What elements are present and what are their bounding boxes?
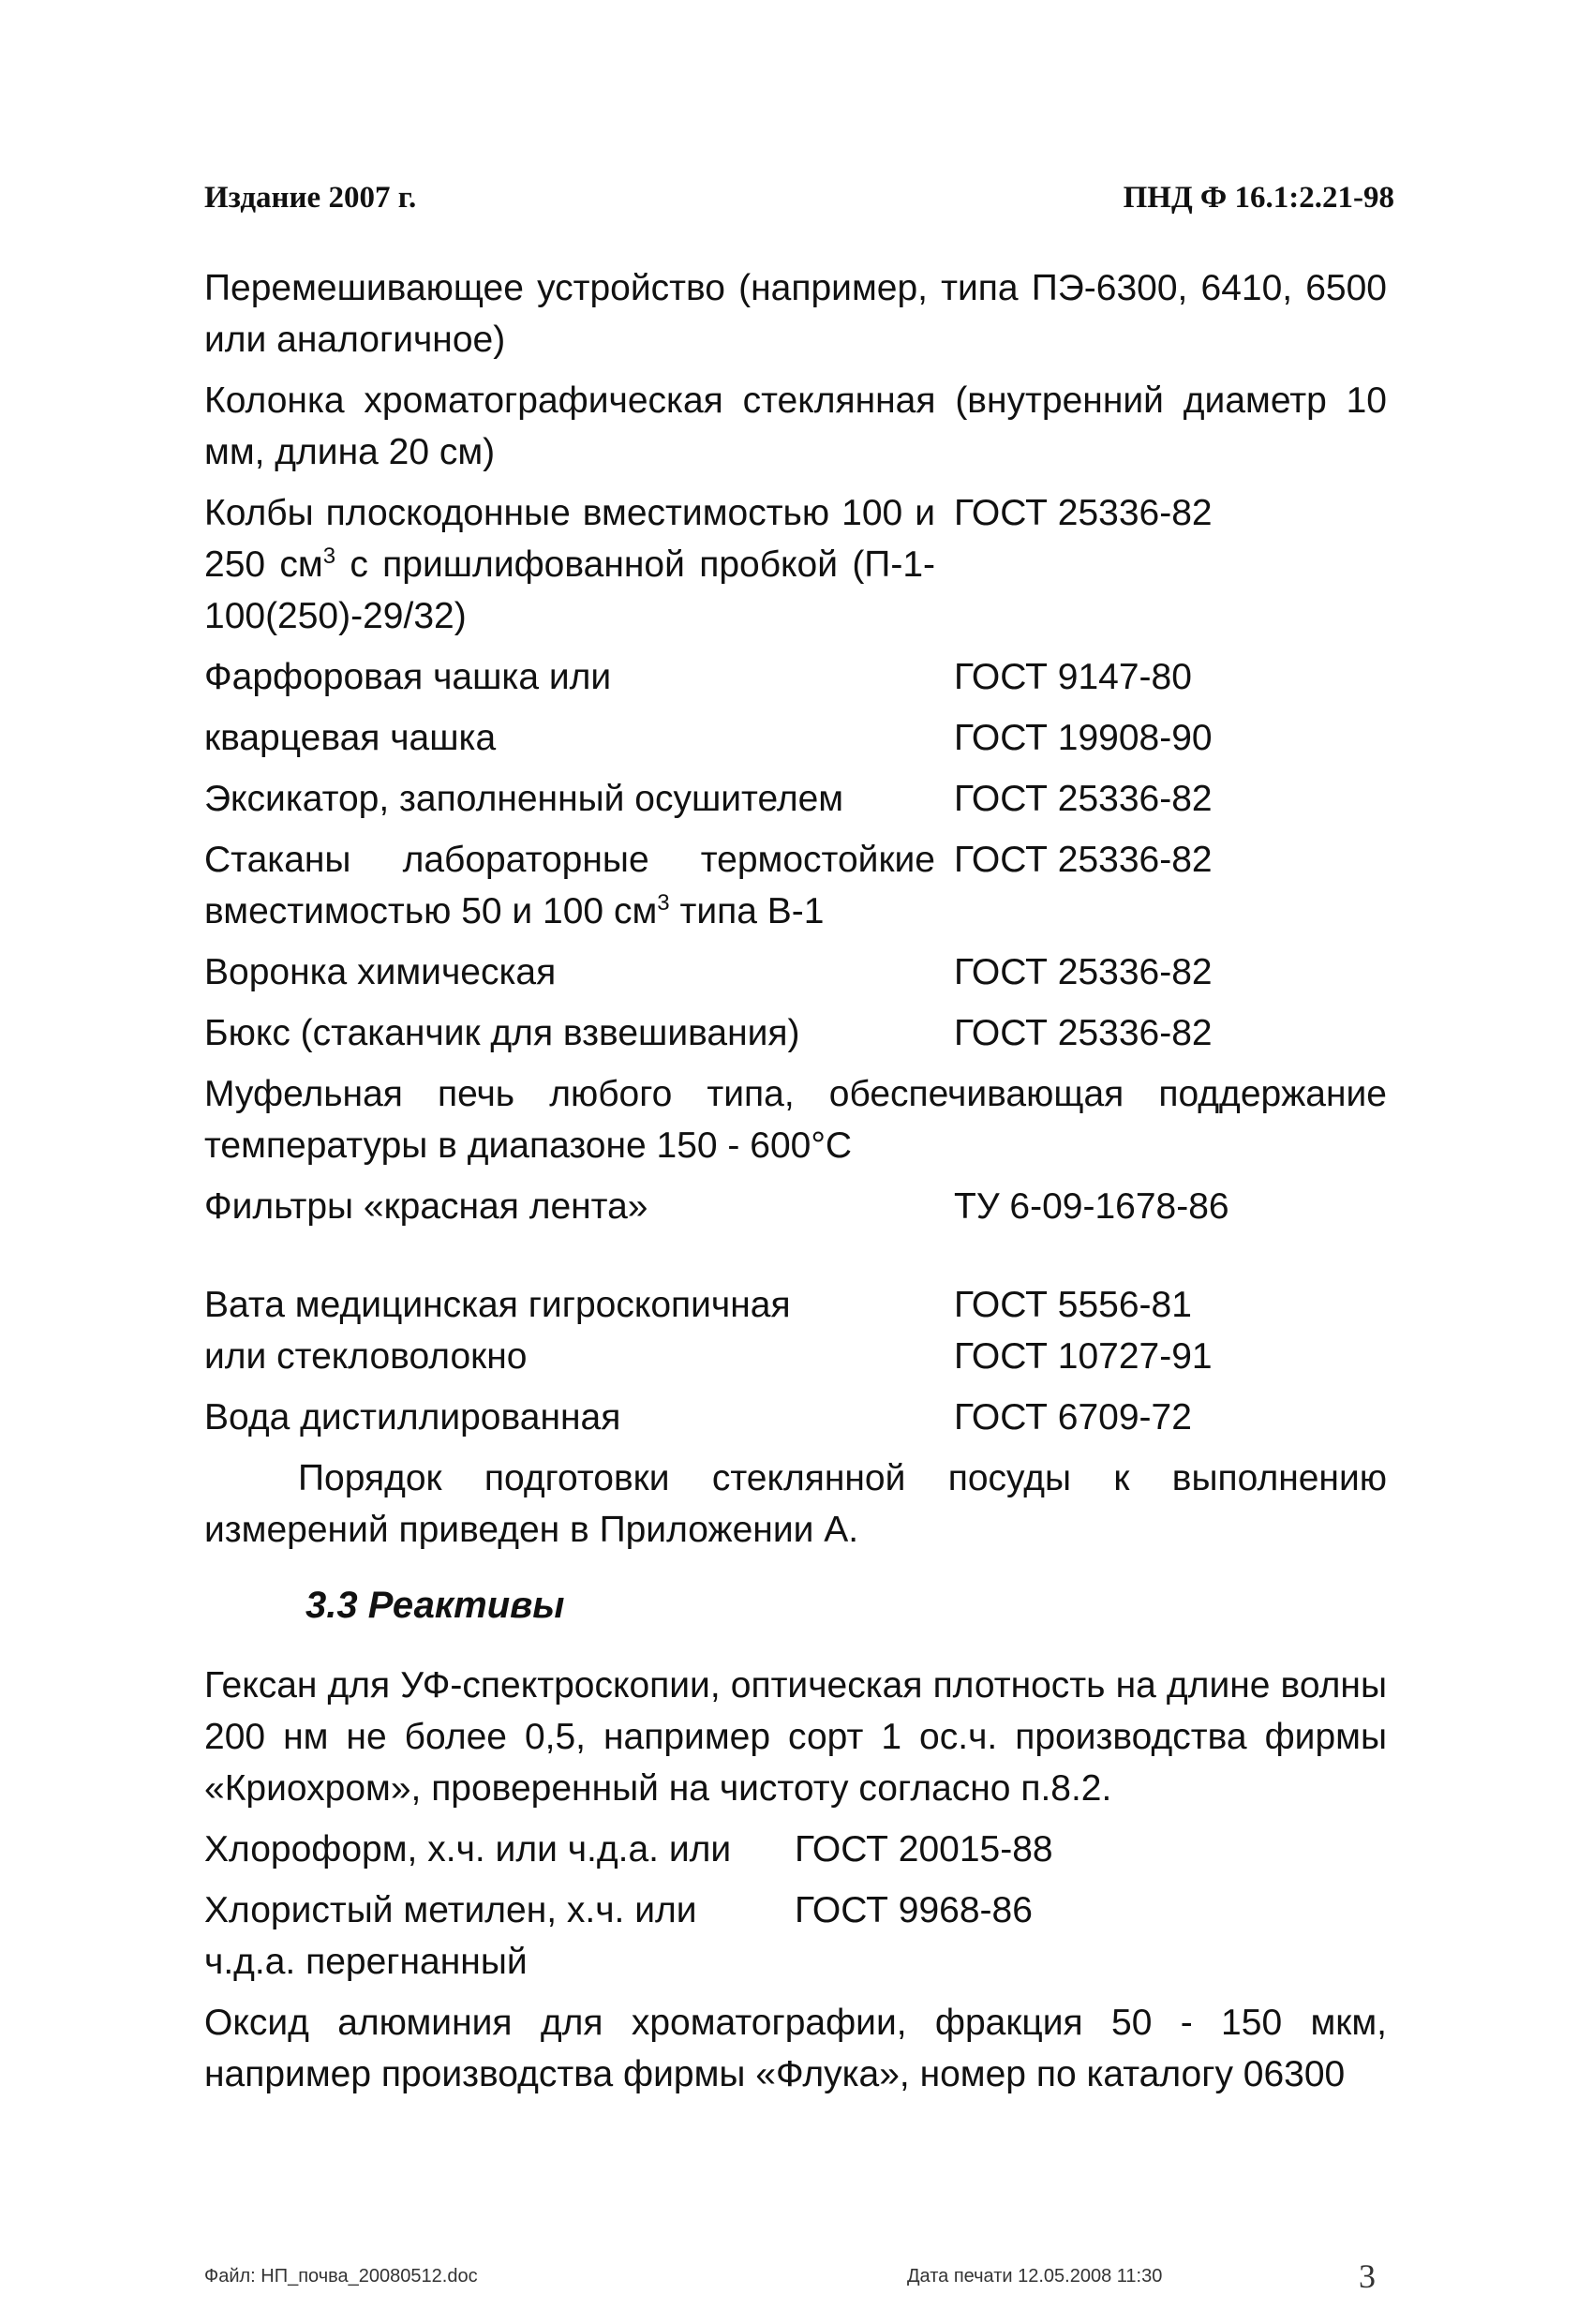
reagent-name: Хлороформ, х.ч. или ч.д.а. или [204,1829,732,1870]
equipment-row [204,1181,1387,1232]
equipment-item: Перемешивающее устройство (например, типа ПЭ-6300, 6410, 6500 или аналогичное) [204,268,1387,360]
equipment-row [204,1392,1387,1443]
equipment-name: Бюкс (стаканчик для взвешивания) [204,1013,800,1053]
equipment-name: Эксикатор, заполненный осушителем [204,779,844,819]
document-body [204,262,1387,2109]
equipment-name: или стекловолокно [204,1336,528,1377]
section-title: 3.3 Реактивы [305,1585,565,1626]
equipment-name: Фарфоровая чашка или [204,657,612,697]
equipment-standard: ГОСТ 25336-82 [954,1013,1213,1053]
equipment-row [204,712,1387,764]
equipment-standard: ГОСТ 25336-82 [954,952,1213,992]
document-code: ПНД Ф 16.1:2.21-98 [1123,181,1394,215]
equipment-standard: ГОСТ 25336-82 [954,779,1213,819]
equipment-standard: ГОСТ 9147-80 [954,657,1192,697]
footer-print-date: Дата печати 12.05.2008 11:30 [907,2266,1163,2287]
equipment-row [204,946,1387,998]
reagent-name: Хлористый метилен, х.ч. или [204,1890,697,1930]
equipment-row [204,651,1387,703]
equipment-name: Колбы плоскодонные вместимостью 100 и 250 $см^3$ с пришлифованной пробкой (П-1-100(250)-29/32) [204,493,936,636]
equipment-name: кварцевая чашка [204,718,497,758]
equipment-name: Вода дистиллированная [204,1397,621,1438]
equipment-item: Муфельная печь любого типа, обеспечивающая поддержание температуры в диапазоне 150 - 600°С [204,1074,1387,1166]
equipment-name: Стаканы лабораторные термостойкие вместимостью 50 и 100 $см^3$ типа В-1 [204,840,935,931]
footer-file-name: Файл: НП_почва_20080512.doc [204,2266,478,2287]
edition-label: Издание 2007 г. [204,181,417,215]
equipment-standard: ГОСТ 25336-82 [954,840,1213,880]
equipment-standard: ГОСТ 5556-81 [954,1285,1192,1325]
equipment-standard: ГОСТ 25336-82 [954,493,1213,533]
equipment-standard: ГОСТ 10727-91 [954,1336,1213,1377]
reagent-standard: ГОСТ 20015-88 [795,1829,1053,1870]
equipment-row [204,1331,1387,1382]
equipment-row [204,834,1387,937]
equipment-standard: ГОСТ 19908-90 [954,718,1213,758]
reagent-item: Оксид алюминия для хроматографии, фракция 50 - 150 мкм, например производства фирмы «Флука», номер по каталогу 06300 [204,2003,1387,2094]
glassware-note: Порядок подготовки стеклянной посуды к выполнению измерений приведен в Приложении А. [204,1458,1387,1550]
equipment-row [204,773,1387,825]
spacer [204,1242,1387,1279]
equipment-row [204,1007,1387,1059]
equipment-standard: ТУ 6-09-1678-86 [954,1186,1229,1227]
page-number: 3 [1359,2257,1376,2295]
reagent-standard: ГОСТ 9968-86 [795,1890,1033,1930]
reagent-item: ч.д.а. перегнанный [204,1942,528,1982]
equipment-standard: ГОСТ 6709-72 [954,1397,1192,1438]
equipment-row [204,487,1387,642]
equipment-name: Фильтры «красная лента» [204,1186,648,1227]
reagent-item: Гексан для УФ-спектроскопии, оптическая плотность на длине волны 200 нм не более 0,5, например сорт 1 ос.ч. производства фирмы «Криохром», проверенный на чистоту согласно п.8.2. [204,1665,1387,1809]
equipment-item: Колонка хроматографическая стеклянная (внутренний диаметр 10 мм, длина 20 см) [204,380,1387,472]
equipment-name: Воронка химическая [204,952,557,992]
reagent-row [204,1824,1387,1875]
equipment-row [204,1279,1387,1331]
reagent-row [204,1885,1387,1936]
equipment-name: Вата медицинская гигроскопичная [204,1285,791,1325]
